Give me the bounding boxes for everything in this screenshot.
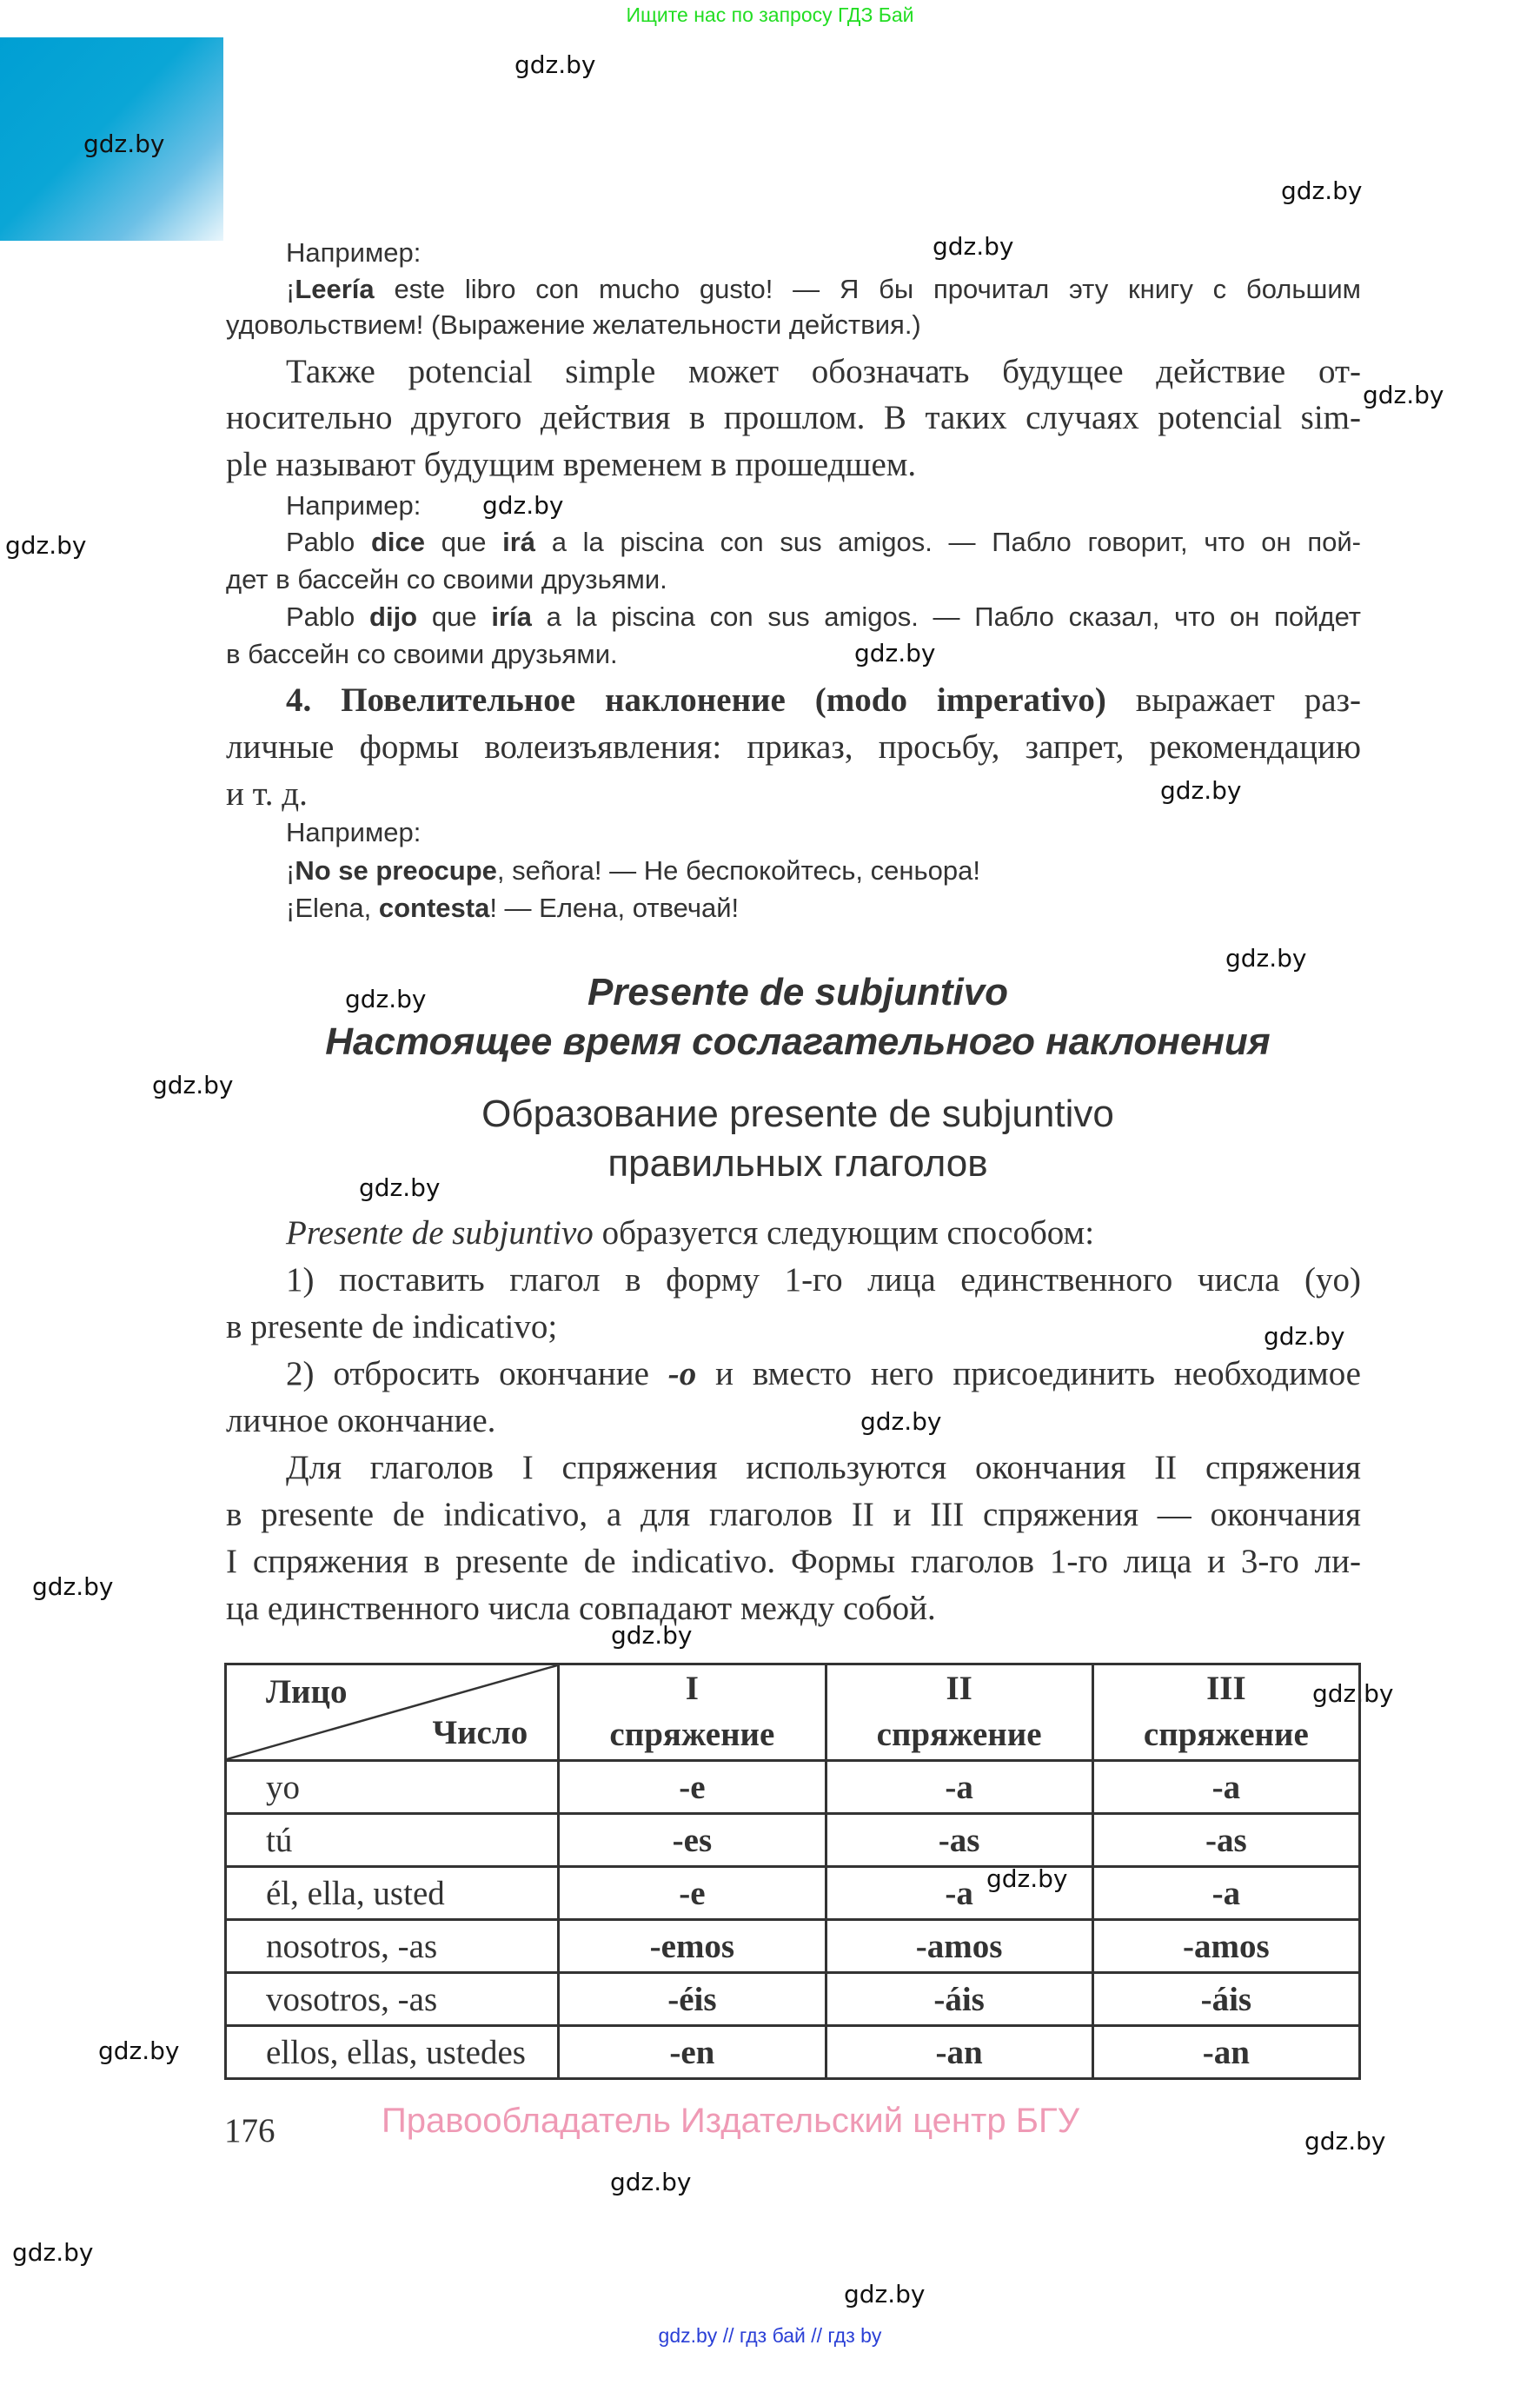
example-verb: No se preocupe [295, 855, 497, 886]
person-cell: vosotros, -as [226, 1973, 559, 2026]
watermark: gdz.by [1304, 2127, 1386, 2156]
example-sentence [286, 857, 980, 884]
ending-cell: -en [559, 2026, 826, 2079]
example-verb: contesta [378, 893, 490, 923]
ending-cell: -as [1092, 1814, 1359, 1867]
person-cell: yo [226, 1761, 559, 1814]
watermark: gdz.by [610, 2168, 692, 2196]
example-text: que [425, 527, 503, 557]
ending-cell: -áis [1092, 1973, 1359, 2026]
example-text: , señora! — Не беспокойтесь, сеньора! [496, 855, 980, 886]
table-header-row [226, 1664, 1360, 1761]
paragraph-line: в presente de indicativo, а для глаголов II и III спряжения — окончания [226, 1496, 1361, 1533]
watermark: gdz.by [83, 130, 165, 158]
inverted-exclamation: ¡ [286, 855, 295, 886]
copyright-notice: Правообладатель Издательский центр БГУ [382, 2102, 1080, 2140]
ending-cell: -a [826, 1761, 1092, 1814]
header-conjugation-3 [1092, 1664, 1359, 1761]
example-sentence [226, 528, 1361, 555]
section-title-ru: Настоящее время сослагательного наклонения [325, 1020, 1271, 1063]
watermark: gdz.by [152, 1071, 234, 1099]
example-text: este libro con mucho gusto! — Я бы прочитал эту книгу с большим [374, 274, 1361, 304]
ending-cell: -áis [826, 1973, 1092, 2026]
example-sentence [286, 894, 739, 921]
ending-cell: -amos [1092, 1920, 1359, 1973]
inverted-exclamation: ¡ [286, 274, 295, 304]
paragraph-line: Также potencial simple может обозначать будущее действие от- [286, 353, 1361, 390]
watermark: gdz.by [1281, 176, 1363, 205]
watermark: gdz.by [854, 639, 936, 668]
person-cell: ellos, ellas, ustedes [226, 2026, 559, 2079]
watermark: gdz.by [98, 2036, 180, 2065]
step-2 [226, 1357, 1361, 1391]
table-row [226, 1920, 1360, 1973]
watermark: gdz.by [345, 985, 427, 1013]
example-text: Pablo [286, 601, 370, 632]
example-label: Например: [286, 237, 422, 268]
watermark: gdz.by [32, 1572, 114, 1601]
header-numeral: II [946, 1670, 972, 1708]
table-row [226, 1761, 1360, 1814]
watermark: gdz.by [933, 232, 1014, 261]
table-row [226, 1814, 1360, 1867]
watermark: gdz.by [1312, 1679, 1394, 1708]
example-translation: дет в бассейн со своими друзьями. [226, 564, 667, 595]
person-cell: tú [226, 1814, 559, 1867]
example-text: a la piscina con sus amigos. — Пабло сказал, что он пойдет [531, 601, 1361, 632]
step-1-cont: в presente de indicativo; [226, 1308, 558, 1345]
corner-label-number: Число [432, 1714, 528, 1751]
section-title-es: Presente de subjuntivo [587, 971, 1009, 1013]
paragraph-line: Для глаголов I спряжения используются окончания II спряжения [286, 1449, 1361, 1486]
ending-cell: -as [826, 1814, 1092, 1867]
watermark: gdz.by [844, 2280, 926, 2309]
table-row [226, 2026, 1360, 2079]
example-sentence [226, 276, 1361, 302]
header-label: спряжение [1143, 1716, 1309, 1753]
ending-cell: -emos [559, 1920, 826, 1973]
paragraph-text: образуется следующим способом: [593, 1214, 1095, 1252]
table-row [226, 1867, 1360, 1920]
paragraph-text: выражает раз- [1105, 681, 1361, 719]
paragraph-text: 2) отбросить окончание [286, 1355, 668, 1392]
conjugation-table [224, 1663, 1361, 2080]
subsection-title-line2: правильных глаголов [607, 1142, 988, 1185]
example-text: a la piscina con sus amigos. — Пабло говорит, что он пой- [535, 527, 1361, 557]
header-conjugation-1 [559, 1664, 826, 1761]
example-verb: dijo [369, 601, 418, 632]
step-2-cont: личное окончание. [226, 1402, 496, 1439]
paragraph-line: I спряжения в presente de indicativo. Формы глаголов 1-го лица и 3-го ли- [226, 1543, 1361, 1580]
paragraph-line: носительно другого действия в прошлом. В таких случаях potencial sim- [226, 399, 1361, 436]
ending-o: -o [667, 1355, 697, 1392]
example-verb: irá [502, 527, 536, 557]
example-verb: iría [491, 601, 532, 632]
example-verb: dice [370, 527, 426, 557]
watermark: gdz.by [1160, 776, 1242, 805]
paragraph-line: ца единственного числа совпадают между собой. [226, 1590, 936, 1627]
ending-cell: -a [1092, 1761, 1359, 1814]
header-label: спряжение [609, 1716, 775, 1753]
example-label: Например: [286, 817, 422, 847]
footer-links[interactable]: gdz.by // гдз бай // гдз by [658, 2324, 882, 2347]
ending-cell: -a [1092, 1867, 1359, 1920]
ending-cell: -an [1092, 2026, 1359, 2079]
imperative-heading: 4. Повелительное наклонение (modo imperativo) [286, 681, 1106, 719]
ending-cell: -es [559, 1814, 826, 1867]
header-label: спряжение [876, 1716, 1042, 1753]
corner-label-person: Лицо [266, 1673, 348, 1711]
example-sentence [226, 603, 1361, 630]
person-cell: él, ella, usted [226, 1867, 559, 1920]
header-numeral: III [1206, 1670, 1246, 1708]
subsection-title-line1: Образование presente de subjuntivo [481, 1093, 1114, 1135]
example-text: ¡Elena, [286, 893, 379, 923]
example-text: que [417, 601, 492, 632]
paragraph-line: личные формы волеизъявления: приказ, просьбу, запрет, рекомендацию [226, 728, 1361, 766]
paragraph-line: и т. д. [226, 775, 308, 813]
ending-cell: -amos [826, 1920, 1092, 1973]
example-translation: в бассейн со своими друзьями. [226, 639, 618, 669]
watermark: gdz.by [482, 491, 564, 520]
ending-cell: -e [559, 1761, 826, 1814]
example-text: ! — Елена, отвечай! [489, 893, 740, 923]
corner-cell [226, 1664, 559, 1761]
watermark: gdz.by [860, 1407, 942, 1436]
example-translation: удовольствием! (Выражение желательности действия.) [226, 309, 921, 340]
watermark: gdz.by [359, 1173, 441, 1202]
paragraph-text: и вместо него присоединить необходимое [696, 1355, 1361, 1392]
table-row [226, 1973, 1360, 2026]
ending-cell: -a [826, 1867, 1092, 1920]
example-text: Pablo [286, 527, 371, 557]
ending-cell: -e [559, 1867, 826, 1920]
watermark: gdz.by [1264, 1322, 1345, 1351]
watermark: gdz.by [611, 1621, 693, 1650]
example-label: Например: [286, 490, 422, 521]
search-banner[interactable]: Ищите нас по запросу ГДЗ Бай [626, 3, 914, 26]
person-cell: nosotros, -as [226, 1920, 559, 1973]
watermark: gdz.by [514, 50, 596, 79]
watermark: gdz.by [12, 2238, 94, 2267]
paragraph-line: ple называют будущим временем в прошедшем. [226, 446, 917, 483]
ending-cell: -éis [559, 1973, 826, 2026]
header-conjugation-2 [826, 1664, 1092, 1761]
watermark: gdz.by [986, 1864, 1068, 1893]
watermark: gdz.by [1363, 381, 1444, 409]
watermark: gdz.by [5, 531, 87, 560]
example-verb: Leería [295, 274, 375, 304]
paragraph-line [286, 1216, 1094, 1250]
step-1: 1) поставить глагол в форму 1-го лица единственного числа (yo) [286, 1261, 1361, 1299]
header-numeral: I [685, 1670, 699, 1708]
paragraph-heading [226, 683, 1361, 717]
page-number: 176 [224, 2112, 275, 2149]
ending-cell: -an [826, 2026, 1092, 2079]
term-italic: Presente de subjuntivo [286, 1214, 594, 1252]
watermark: gdz.by [1225, 944, 1307, 973]
